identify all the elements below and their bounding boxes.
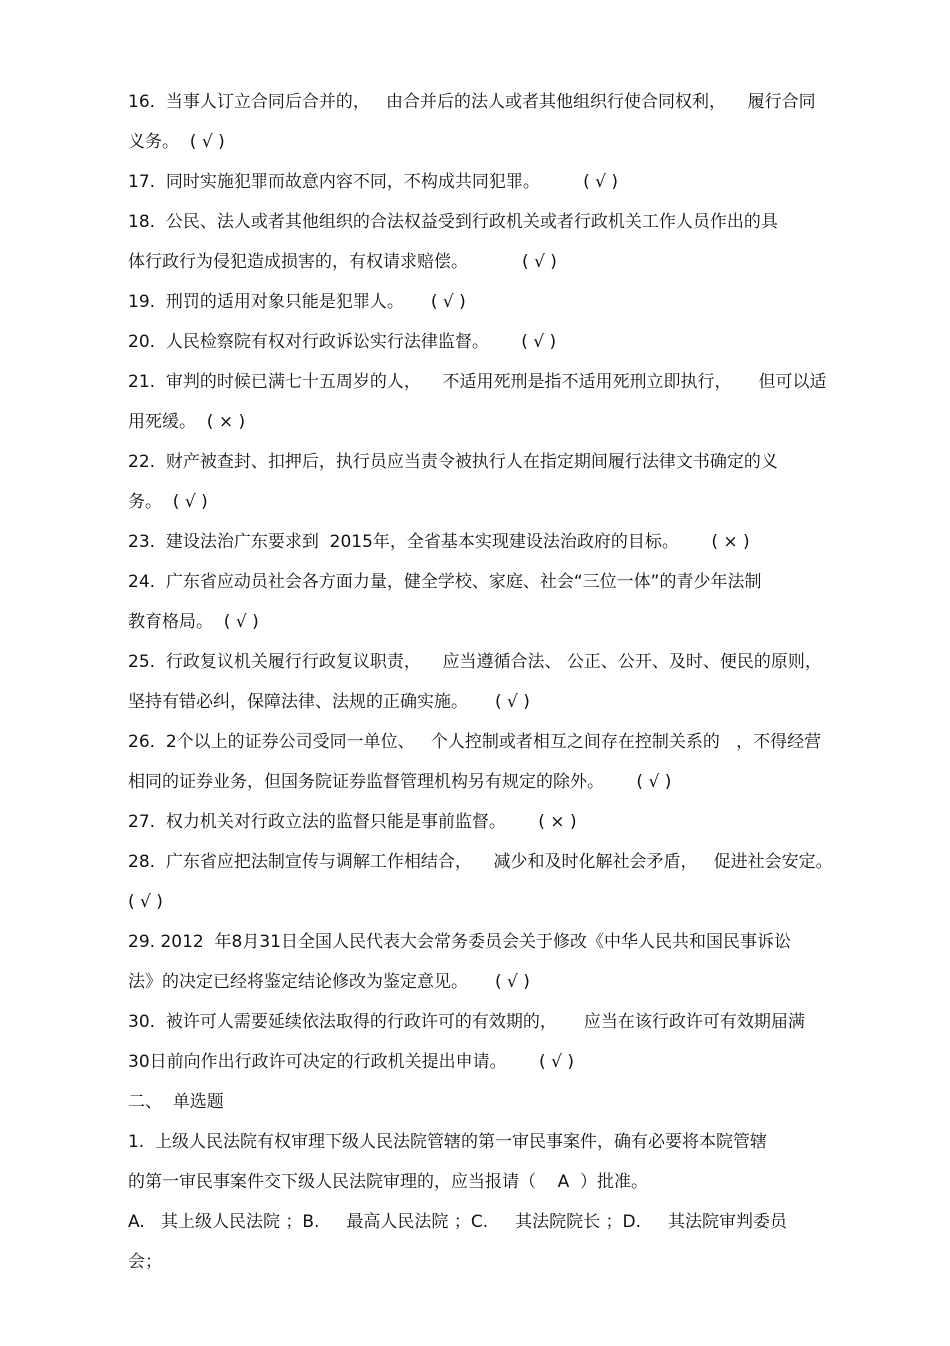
q24-line1: 24. 广东省应动员社会各方面力量，健全学校、家庭、社会“三位一体”的青少年法制 — [128, 572, 762, 592]
q28-line2: ( √ ) — [128, 892, 163, 912]
mc1-options: A. 其上级人民法院 ；B. 最高人民法院 ；C. 其法院院长 ；D. 其法院审判委员 — [128, 1212, 788, 1232]
q25-line2: 坚持有错必纠，保障法律、法规的正确实施。 ( √ ) — [128, 692, 530, 712]
q16-line2: 义务。 ( √ ) — [128, 132, 225, 152]
mc1-line1: 1. 上级人民法院有权审理下级人民法院管辖的第一审民事案件，确有必要将本院管辖 — [128, 1132, 768, 1152]
q26-line1: 26. 2个以上的证券公司受同一单位、 个人控制或者相互之间存在控制关系的 ，不得经营 — [128, 732, 822, 752]
mc1-line2: 的第一审民事案件交下级人民法院审理的，应当报请（ A ）批准。 — [128, 1172, 649, 1192]
q18-line2: 体行政行为侵犯造成损害的，有权请求赔偿。 ( √ ) — [128, 252, 557, 272]
q17-line1: 17. 同时实施犯罪而故意内容不同，不构成共同犯罪。 ( √ ) — [128, 172, 618, 192]
q24-line2: 教育格局。 ( √ ) — [128, 612, 259, 632]
q22-line2: 务。 ( √ ) — [128, 492, 208, 512]
q30-line2: 30日前向作出行政许可决定的行政机关提出申请。 ( √ ) — [128, 1052, 574, 1072]
q19-line1: 19. 刑罚的适用对象只能是犯罪人。 ( √ ) — [128, 292, 466, 312]
q29-line2: 法》的决定已经将鉴定结论修改为鉴定意见。 ( √ ) — [128, 972, 530, 992]
q21-line1: 21. 审判的时候已满七十五周岁的人， 不适用死刑是指不适用死刑立即执行， 但可以适 — [128, 372, 827, 392]
q25-line1: 25. 行政复议机关履行行政复议职责， 应当遵循合法、 公正、公开、及时、便民的原则， — [128, 652, 822, 672]
q18-line1: 18. 公民、法人或者其他组织的合法权益受到行政机关或者行政机关工作人员作出的具 — [128, 212, 778, 232]
section-heading: 二、 单选题 — [128, 1092, 224, 1112]
mc1-options-cont: 会； — [128, 1252, 162, 1272]
q27-line1: 27. 权力机关对行政立法的监督只能是事前监督。 ( × ) — [128, 812, 577, 832]
q30-line1: 30. 被许可人需要延续依法取得的行政许可的有效期的， 应当在该行政许可有效期届满 — [128, 1012, 805, 1032]
q21-line2: 用死缓。 ( × ) — [128, 412, 246, 432]
q22-line1: 22. 财产被查封、扣押后，执行员应当责令被执行人在指定期间履行法律文书确定的义 — [128, 452, 778, 472]
q20-line1: 20. 人民检察院有权对行政诉讼实行法律监督。 ( √ ) — [128, 332, 557, 352]
q29-line1: 29. 2012 年8月31日全国人民代表大会常务委员会关于修改《中华人民共和国民事诉讼 — [128, 932, 791, 952]
q16-line1: 16. 当事人订立合同后合并的， 由合并后的法人或者其他组织行使合同权利， 履行合同 — [128, 92, 816, 112]
q28-line1: 28. 广东省应把法制宣传与调解工作相结合， 减少和及时化解社会矛盾， 促进社会安定。 — [128, 852, 833, 872]
q26-line2: 相同的证券业务，但国务院证券监督管理机构另有规定的除外。 ( √ ) — [128, 772, 672, 792]
q23-line1: 23. 建设法治广东要求到 2015年，全省基本实现建设法治政府的目标。 ( × ) — [128, 532, 750, 552]
